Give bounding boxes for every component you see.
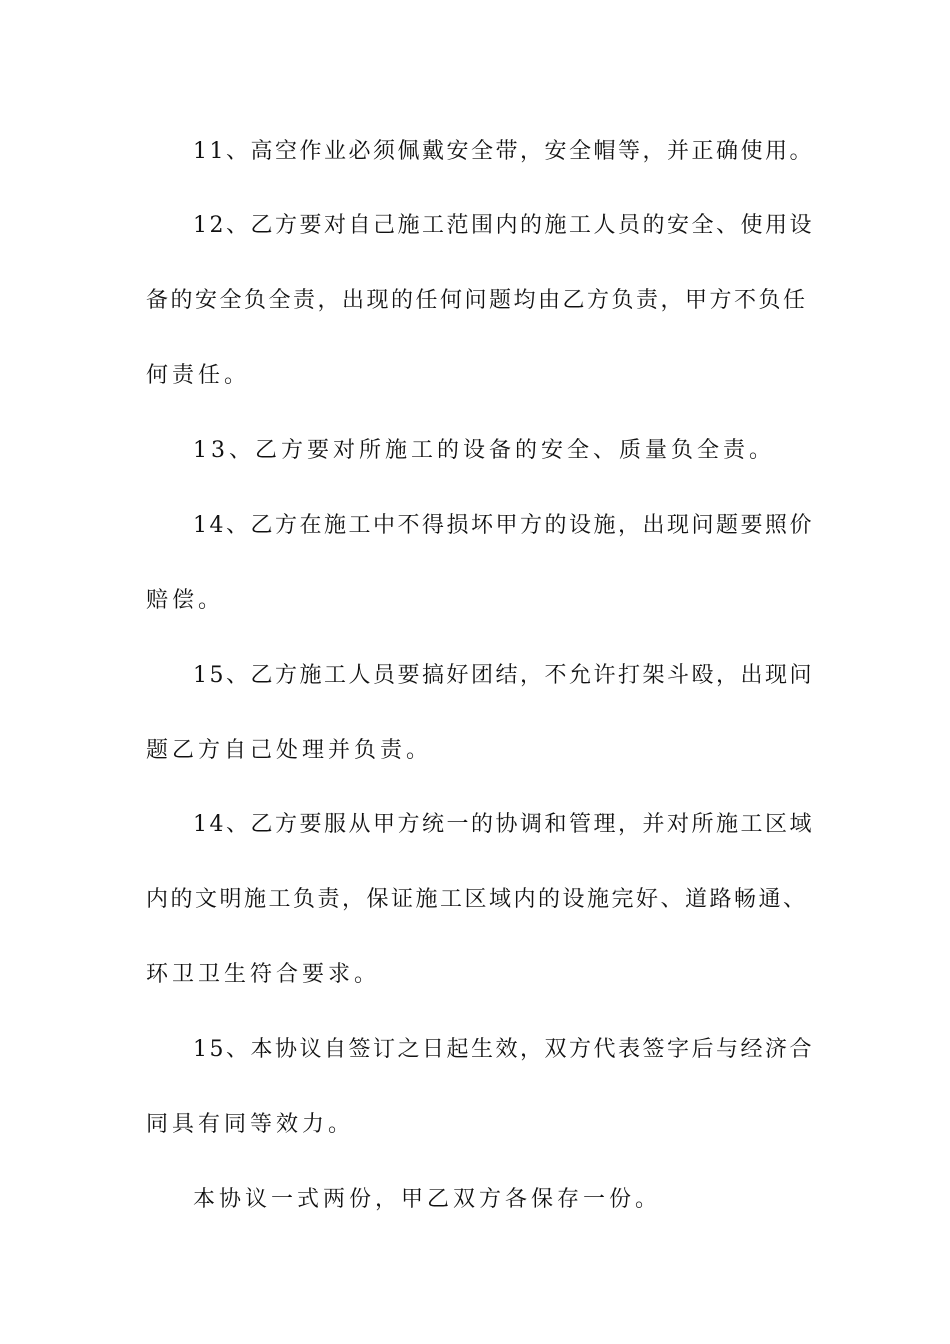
clause-14b-line-2: 内的文明施工负责，保证施工区域内的设施完好、道路畅通、 (146, 887, 808, 912)
clause-15-line-1: 15、乙方施工人员要搞好团结，不允许打架斗殴，出现问 (193, 663, 814, 688)
clause-15-line-2: 题乙方自己处理并负责。 (146, 738, 433, 763)
clause-15b-line-1: 15、本协议自签订之日起生效，双方代表签字后与经济合 (193, 1037, 814, 1062)
clause-13-line-1: 13、乙方要对所施工的设备的安全、质量负全责。 (193, 438, 775, 463)
clause-12-line-2: 备的安全负全责，出现的任何问题均由乙方负责，甲方不负任 (146, 288, 808, 313)
clause-14b-line-3: 环卫卫生符合要求。 (146, 962, 381, 987)
clause-11-line-1: 11、高空作业必须佩戴安全带，安全帽等，并正确使用。 (193, 139, 814, 164)
clause-12-line-1: 12、乙方要对自己施工范围内的施工人员的安全、使用设 (193, 213, 814, 238)
clause-15b-line-2: 同具有同等效力。 (146, 1112, 355, 1137)
clause-14b-line-1: 14、乙方要服从甲方统一的协调和管理，并对所施工区域 (193, 812, 814, 837)
clause-12-line-3: 何责任。 (146, 363, 251, 388)
closing-line: 本协议一式两份，甲乙双方各保存一份。 (193, 1187, 662, 1212)
clause-14-line-2: 赔偿。 (146, 588, 225, 613)
clause-14-line-1: 14、乙方在施工中不得损坏甲方的设施，出现问题要照价 (193, 513, 814, 538)
